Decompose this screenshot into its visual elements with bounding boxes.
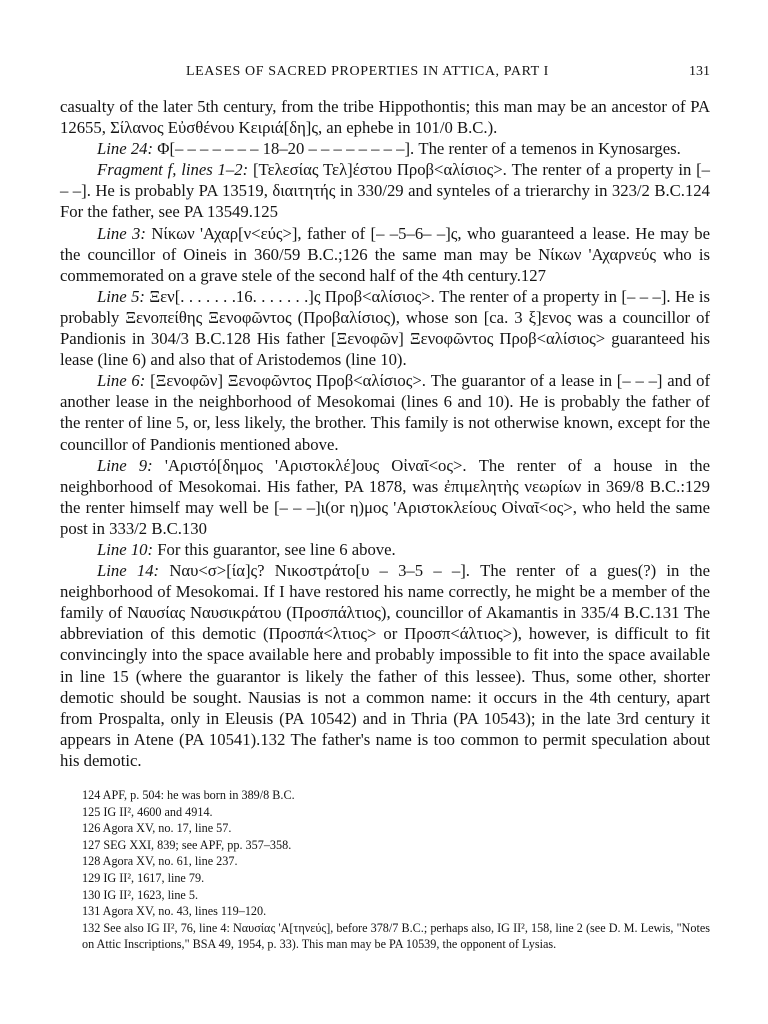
running-header [60,64,710,86]
footnotes [82,787,710,953]
page-number: 131 [689,64,710,79]
footnote: 124 APF, p. 504: he was born in 389/8 B.C. [82,788,295,802]
paragraph-continuation [60,96,710,138]
entry-label: Line 9: [97,455,153,475]
entry-label: Line 14: [97,561,160,581]
entry-line-24 [60,138,710,159]
entry-text: [Ξενοφῶν] Ξενοφῶντος Προβ<αλίσιος>. The guarantor of a lease in [– – –] and of another lease in the neighborhood of Mesokomai (lines 6 and 10). He is probably the father of the renter of line 5, or, less likely, the brother. This family is not otherwise known, except for the councillor of Pandionis mentioned above. [60,371,710,454]
footnote: 129 IG II², 1617, line 79. [82,870,205,885]
entry-line-9 [60,455,710,539]
main-text [60,96,710,771]
footnote: 130 IG II², 1623, line 5. [82,887,199,902]
entry-line-10 [60,539,710,560]
footnote: 127 SEG XXI, 839; see APF, pp. 357–358. [82,837,292,852]
entry-label: Line 3: [97,223,146,243]
entry-line-5 [60,286,710,370]
entry-text: Νίκων 'Αχαρ[ν<εύς>], father of [– –5–6– –]ς, who guaranteed a lease. He may be the councillor of Oineis in 360/59 B.C.;126 the same man may be Νίκων 'Αχαρνεύς who is commemorated on a grave stele of the second half of the 4th century.127 [60,223,710,285]
entry-text: Ξεν[. . . . . . .16. . . . . . .]ς Προβ<αλίσιος>. The renter of a property in [– – –]. He is probably Ξενοπείθης Ξενοφῶντος (Προβαλίσιος), whose son [ca. 3 ξ]ενος was a councillor of Pandionis in 304/3 B.C.128 His father [Ξενοφῶν] Ξενοφῶντος Προβ<αλίσιος> guaranteed his lease (line 6) and also that of Aristodemos (line 10). [60,286,710,370]
entry-label: Fragment f, lines 1–2: [97,160,249,180]
footnote: 126 Agora XV, no. 17, line 57. [82,821,232,836]
paragraph-text: casualty of the later 5th century, from the tribe Hippothontis; this man may be an ancestor of PA 12655, Σίλανος Εὐσθένου Κειριά[δη]ς, an ephebe in 101/0 B.C.). [60,97,710,138]
footnote: 131 Agora XV, no. 43, lines 119–120. [82,904,267,919]
entry-fragment-f [60,159,710,222]
entry-label: Line 5: [97,286,145,306]
entry-line-3 [60,223,710,286]
entry-label: Line 24: [97,139,154,159]
entry-text: For this guarantor, see line 6 above. [157,539,396,559]
entry-text: Ναυ<σ>[ία]ς? Νικοστράτο[υ – 3–5 – –]. The renter of a gues(?) in the neighborhood of Mesokomai. If I have restored his name correctly, he might be a member of the family of Ναυσίας Ναυσικράτου (Προσπάλτιος), councillor of Akamantis in 335/4 B.C.131 The abbreviation of this demotic (Προσπά<λτιος> or Προσπ<άλτιος>), however, is difficult to fit convincingly into the space available here and probably impossible to fit into the space available in line 15 (where the guarantor is likely the father of this lessee). Thus, some other, shorter demotic should be sought. Nausias is not a common name: it occurs in the 4th century, apart from Prospalta, only in Eleusis (PA 10542) and in Thria (PA 10543); in the late 3rd century it appears in Atene (PA 10541).132 The father's name is too common to permit speculation about his demotic. [60,561,710,770]
footnote: 132 See also IG II², 76, line 4: Ναυσίας 'Α[τηνεύς], before 378/7 B.C.; perhaps also, IG II², 158, line 2 (see D. M. Lewis, "Notes on Attic Inscriptions," BSA 49, 1954, p. 33). This man may be PA 10539, the opponent of Lysias. [82,920,710,952]
entry-line-6 [60,370,710,454]
entry-text: Φ[– – – – – – – 18–20 – – – – – – – –]. The renter of a temenos in Kynosarges. [157,139,681,159]
running-title: LEASES OF SACRED PROPERTIES IN ATTICA, PART I [186,64,549,79]
footnote: 128 Agora XV, no. 61, line 237. [82,854,238,869]
entry-label: Line 10: [97,539,154,559]
footnote: 125 IG II², 4600 and 4914. [82,804,213,819]
entry-text: [Τελεσίας Τελ]έστου Προβ<αλίσιος>. The renter of a property in [– – –]. He is probably PA 13519, διαιτητής in 330/29 and synteles of a trierarchy in 323/2 B.C.124 For the father, see PA 13549.125 [60,160,711,222]
entry-line-14 [60,560,710,771]
entry-label: Line 6: [97,371,146,391]
entry-text: 'Αριστό[δημος 'Αριστοκλέ]ους Οἰναῖ<ος>. The renter of a house in the neighborhood of Mesokomai. His father, PA 1878, was ἐπιμελητὴς νεωρίων in 369/8 B.C.:129 the renter himself may well be [– – –]ι(or η)μος 'Αριστοκλείους Οἰναῖ<ος>, who held the same post in 333/2 B.C.130 [60,455,710,538]
